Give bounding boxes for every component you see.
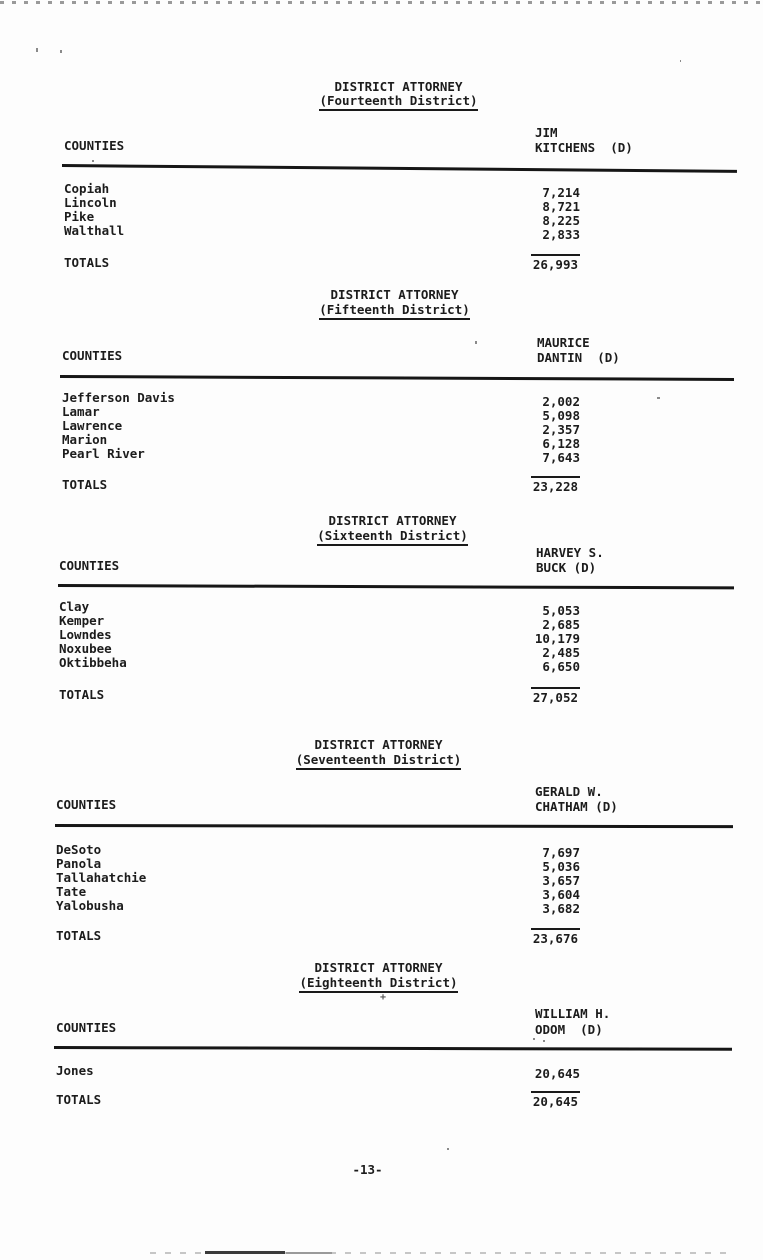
vote-count: 8,721 bbox=[542, 199, 580, 214]
county-name: Jones bbox=[56, 1063, 94, 1078]
vote-count: 2,833 bbox=[542, 227, 580, 242]
vote-count: 2,485 bbox=[542, 645, 580, 660]
county-name: Kemper bbox=[59, 613, 105, 628]
vote-count: 3,604 bbox=[542, 887, 580, 902]
county-name: Lincoln bbox=[64, 195, 117, 210]
vote-count: 6,128 bbox=[542, 436, 580, 451]
county-name: Pike bbox=[64, 209, 95, 224]
total-votes-value: 27,052 bbox=[531, 687, 580, 705]
county-name: DeSoto bbox=[56, 842, 102, 857]
section-title: DISTRICT ATTORNEY bbox=[334, 79, 463, 94]
counties-header: COUNTIES bbox=[59, 558, 120, 573]
section-title: DISTRICT ATTORNEY bbox=[314, 960, 443, 975]
candidate-name-line1: GERALD W. bbox=[535, 784, 603, 799]
vote-count: 5,098 bbox=[542, 408, 580, 423]
scan-edge-bottom-dark-segment bbox=[205, 1251, 285, 1254]
section-subtitle bbox=[0, 976, 760, 989]
county-name: Walthall bbox=[64, 223, 125, 238]
total-votes bbox=[470, 480, 580, 493]
scan-speck bbox=[36, 48, 38, 52]
vote-count: 3,657 bbox=[542, 873, 580, 888]
candidate-name-line2: BUCK (D) bbox=[536, 560, 597, 575]
county-name: Marion bbox=[62, 432, 108, 447]
table-rule bbox=[55, 824, 733, 828]
scan-speck bbox=[657, 397, 660, 399]
county-name: Panola bbox=[56, 856, 102, 871]
scan-speck bbox=[475, 341, 477, 344]
scan-speck bbox=[543, 1040, 545, 1042]
vote-count: 6,650 bbox=[542, 659, 580, 674]
total-votes-value: 20,645 bbox=[531, 1091, 580, 1109]
section-subtitle bbox=[11, 529, 763, 542]
county-name: Oktibbeha bbox=[59, 655, 127, 670]
counties-header: COUNTIES bbox=[56, 1020, 117, 1035]
table-rule bbox=[58, 584, 734, 589]
scan-speck bbox=[60, 50, 62, 53]
county-name: Pearl River bbox=[62, 446, 145, 461]
counties-header: COUNTIES bbox=[56, 797, 117, 812]
candidate-name-line2: KITCHENS (D) bbox=[535, 140, 633, 155]
section-subtitle-text: (Fifteenth District) bbox=[319, 302, 470, 320]
page-number: -13- bbox=[352, 1162, 383, 1177]
section-subtitle-text: (Eighteenth District) bbox=[299, 975, 457, 993]
vote-count: 5,053 bbox=[542, 603, 580, 618]
table-rule bbox=[60, 375, 734, 381]
vote-count: 2,357 bbox=[542, 422, 580, 437]
section-subtitle-text: (Fourteenth District) bbox=[319, 93, 477, 111]
section-subtitle-text: (Seventeenth District) bbox=[296, 752, 462, 770]
candidate-name-line2: ODOM (D) bbox=[535, 1022, 603, 1037]
county-name: Copiah bbox=[64, 181, 110, 196]
scan-speck bbox=[447, 1148, 449, 1150]
candidate-name-line1: JIM bbox=[535, 125, 558, 140]
total-votes bbox=[470, 691, 580, 704]
county-name: Tallahatchie bbox=[56, 870, 147, 885]
section-subtitle bbox=[13, 303, 763, 316]
vote-count: 3,682 bbox=[542, 901, 580, 916]
scan-edge-dotted-line bbox=[0, 1, 763, 4]
county-name: Yalobusha bbox=[56, 898, 124, 913]
total-votes-value: 26,993 bbox=[531, 254, 580, 272]
counties-header: COUNTIES bbox=[64, 138, 125, 153]
vote-count: 20,645 bbox=[534, 1066, 580, 1081]
candidate-name-line2: DANTIN (D) bbox=[537, 350, 620, 365]
scan-plus-artifact: + bbox=[380, 992, 387, 1003]
totals-label: TOTALS bbox=[59, 687, 105, 702]
totals-label: TOTALS bbox=[62, 477, 108, 492]
section-title: DISTRICT ATTORNEY bbox=[330, 287, 459, 302]
county-name: Clay bbox=[59, 599, 90, 614]
scan-speck bbox=[92, 160, 94, 162]
county-name: Lamar bbox=[62, 404, 100, 419]
county-name: Jefferson Davis bbox=[62, 390, 175, 405]
total-votes bbox=[470, 932, 580, 945]
counties-header: COUNTIES bbox=[62, 348, 123, 363]
vote-count: 2,002 bbox=[542, 394, 580, 409]
vote-count: 8,225 bbox=[542, 213, 580, 228]
county-name: Tate bbox=[56, 884, 87, 899]
vote-count: 7,214 bbox=[542, 185, 580, 200]
candidate-name-line1: HARVEY S. bbox=[536, 545, 604, 560]
section-subtitle-text: (Sixteenth District) bbox=[317, 528, 468, 546]
total-votes bbox=[470, 258, 580, 271]
total-votes-value: 23,228 bbox=[531, 476, 580, 494]
totals-label: TOTALS bbox=[64, 255, 110, 270]
section-title: DISTRICT ATTORNEY bbox=[328, 513, 457, 528]
county-name: Lowndes bbox=[59, 627, 112, 642]
vote-count: 7,697 bbox=[542, 845, 580, 860]
total-votes-value: 23,676 bbox=[531, 928, 580, 946]
county-name: Noxubee bbox=[59, 641, 112, 656]
vote-count: 2,685 bbox=[542, 617, 580, 632]
section-subtitle bbox=[17, 94, 763, 107]
vote-count: 10,179 bbox=[534, 631, 580, 646]
section-title: DISTRICT ATTORNEY bbox=[314, 737, 443, 752]
totals-label: TOTALS bbox=[56, 928, 102, 943]
vote-count: 5,036 bbox=[542, 859, 580, 874]
table-rule bbox=[54, 1046, 732, 1051]
scan-edge-bottom-mid-segment bbox=[286, 1252, 332, 1254]
candidate-name-line2: CHATHAM (D) bbox=[535, 799, 618, 814]
county-name: Lawrence bbox=[62, 418, 123, 433]
section-subtitle bbox=[0, 753, 760, 766]
scan-speck bbox=[680, 60, 681, 62]
scan-speck bbox=[533, 1038, 535, 1040]
total-votes bbox=[470, 1095, 580, 1108]
candidate-name-line1: WILLIAM H. bbox=[535, 1006, 611, 1021]
vote-count: 7,643 bbox=[542, 450, 580, 465]
candidate-name-line1: MAURICE bbox=[537, 335, 590, 350]
table-rule bbox=[62, 164, 737, 173]
totals-label: TOTALS bbox=[56, 1092, 102, 1107]
